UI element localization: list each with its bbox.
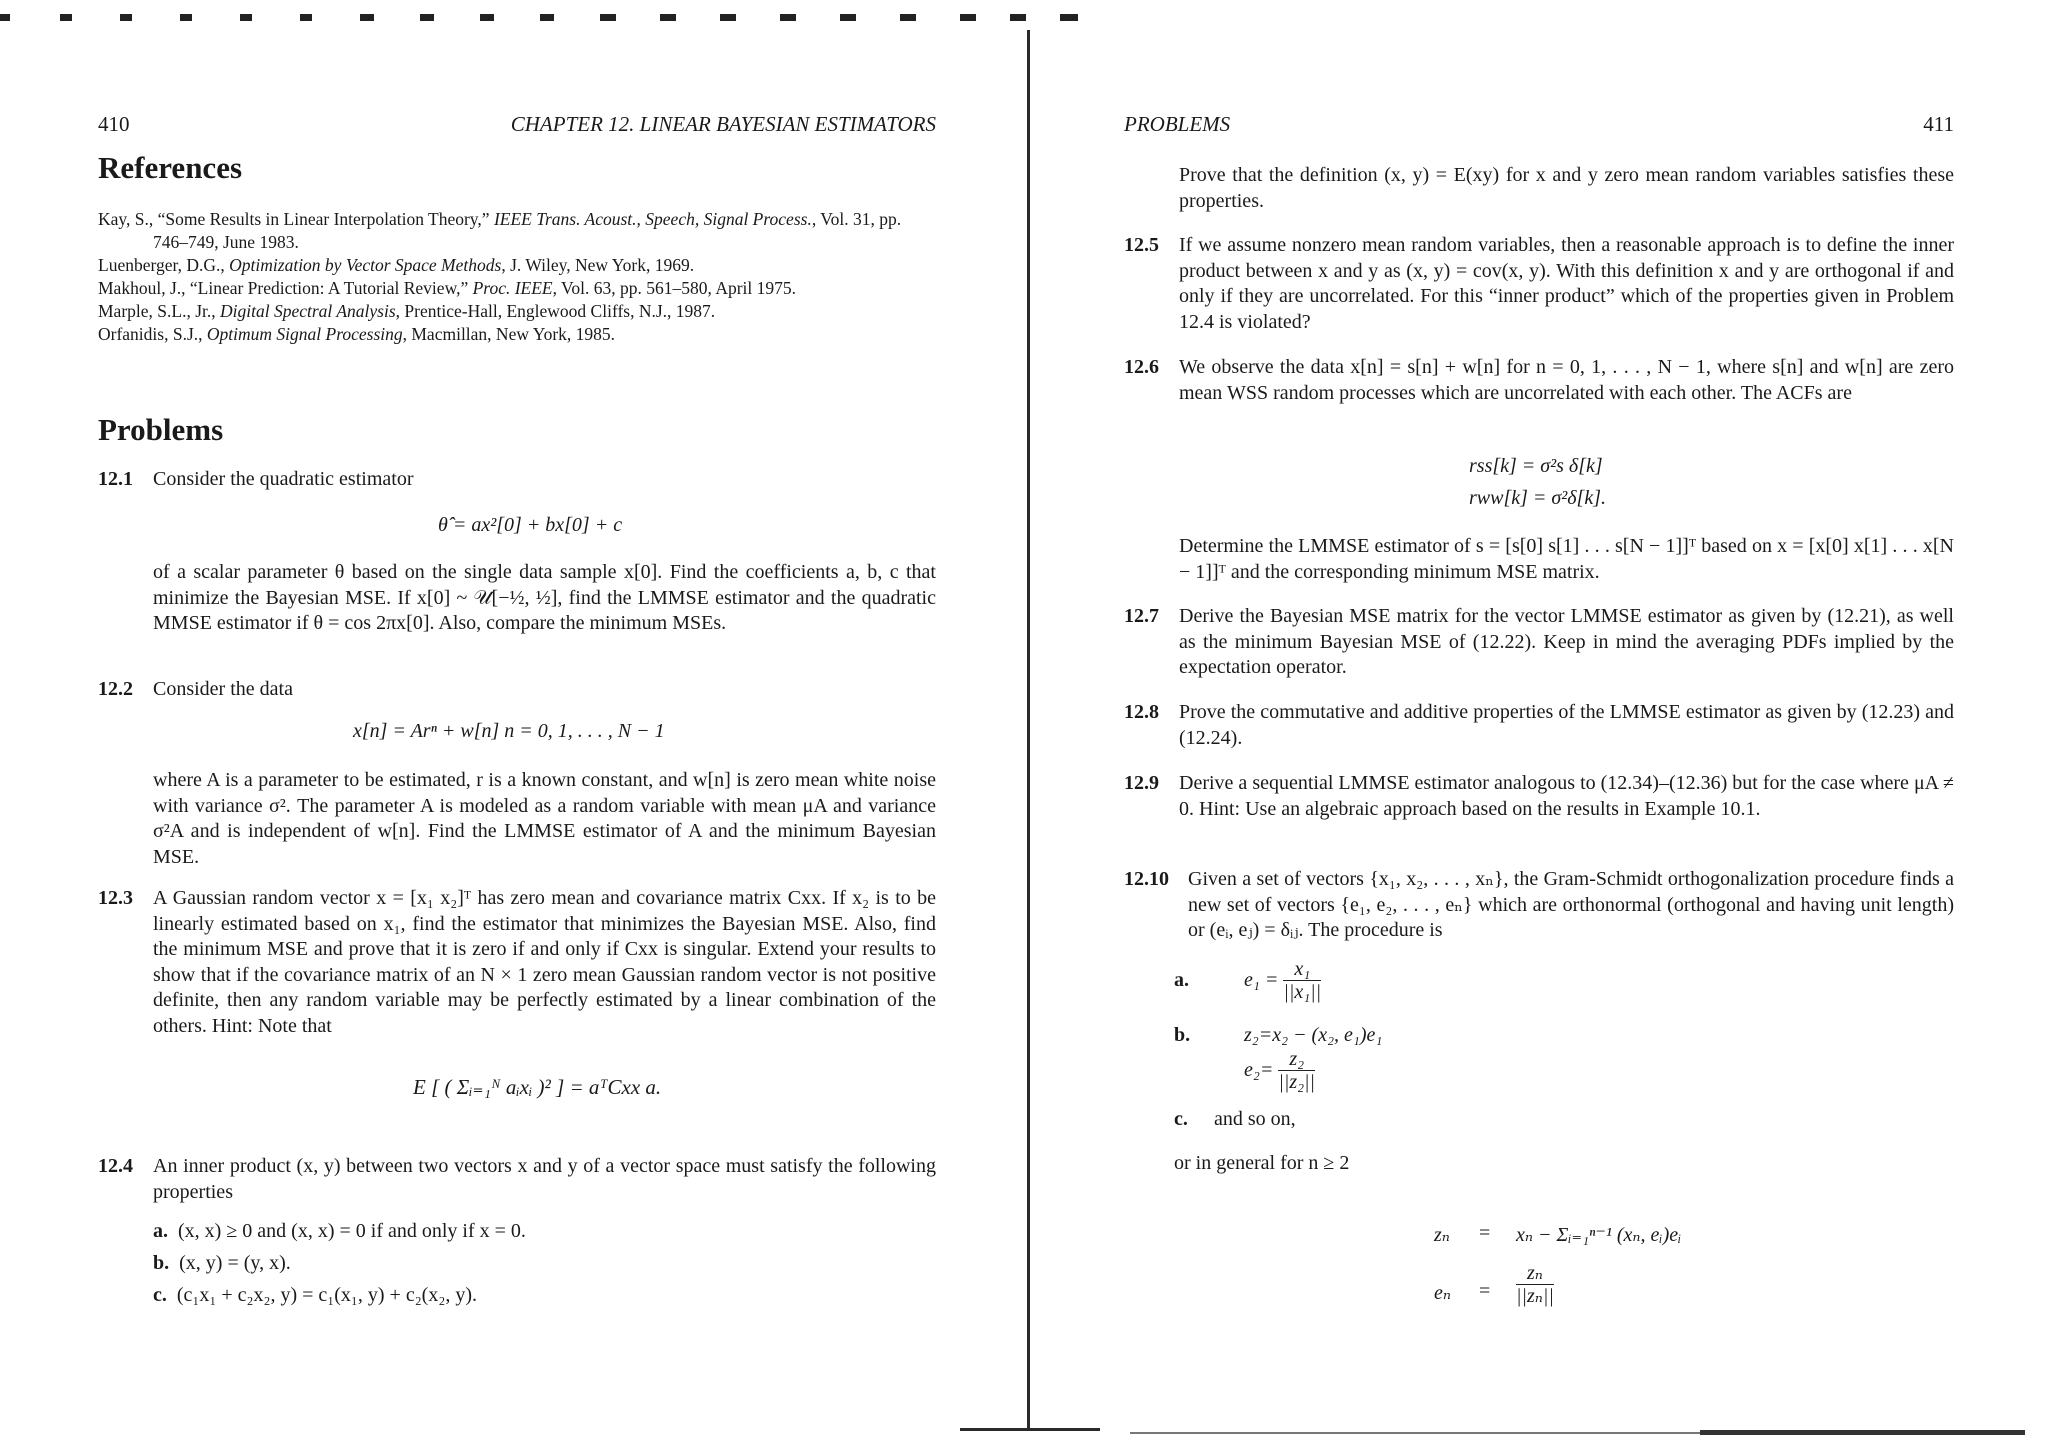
reference-entry	[98, 254, 936, 277]
problem-12-7	[1124, 604, 1954, 681]
general-text: or in general for n ≥ 2	[1174, 1152, 1350, 1174]
problem-text: We observe the data x[n] = s[n] + w[n] for n = 0, 1, . . . , N − 1, where s[n] and w[n] are zero mean WSS random processes which are uncorrelated with each other. The ACFs are	[1179, 356, 1954, 404]
equation: x[n] = Arⁿ + w[n] n = 0, 1, . . . , N − 1	[353, 720, 665, 742]
property-item	[153, 1215, 526, 1247]
acf-equation: rss[k] = σ²s δ[k]	[1469, 455, 1603, 477]
property-item	[153, 1247, 526, 1279]
denominator: ||z₂||	[1278, 1071, 1316, 1093]
equals-sign: =	[1479, 1222, 1491, 1244]
step-label: a.	[1174, 969, 1189, 991]
problem-12-3	[98, 886, 936, 1040]
running-head	[1124, 112, 1954, 140]
problem-12-5	[1124, 233, 1954, 335]
item-text: (x, y) = (y, x).	[179, 1252, 291, 1274]
problem-number: 12.4	[98, 1155, 133, 1177]
left-page	[98, 0, 936, 1446]
reference-entry	[98, 300, 936, 323]
ref-details: , Macmillan, New York, 1985.	[402, 324, 616, 344]
item-label: b.	[153, 1252, 170, 1274]
scan-dash	[1060, 14, 1078, 21]
item-text: (c₁x₁ + c₂x₂, y) = c₁(x₁, y) + c₂(x₂, y).	[176, 1284, 477, 1306]
step-b	[1174, 1024, 1382, 1047]
step-line: z₂=x₂ − (x₂, e₁)e₁	[1244, 1024, 1383, 1046]
numerator: x₁	[1294, 958, 1311, 980]
problem-number: 12.8	[1124, 701, 1159, 723]
problem-text: An inner product (x, y) between two vectors x and y of a vector space must satisfy the following properties	[153, 1155, 936, 1203]
step-lhs: e₁ =	[1244, 969, 1279, 991]
problem-text: Prove the commutative and additive properties of the LMMSE estimator as given by (12.23) and (12.24).	[1179, 701, 1954, 749]
problem-12-1-text	[98, 560, 936, 637]
numerator: zₙ	[1527, 1262, 1543, 1284]
reference-entry	[98, 277, 936, 300]
step-text: and so on,	[1214, 1108, 1296, 1130]
item-label: a.	[153, 1220, 168, 1242]
ref-source: IEEE Trans. Acoust., Speech, Signal Process.	[493, 209, 812, 229]
page-number: 410	[98, 112, 130, 136]
fraction	[1516, 1262, 1554, 1307]
problem-number: 12.10	[1124, 868, 1169, 890]
problem-intro: Consider the quadratic estimator	[153, 468, 414, 490]
denominator: ||zₙ||	[1516, 1285, 1554, 1307]
problem-text: Prove that the definition (x, y) = E(xy) for x and y zero mean random variables satisfies these properties.	[1179, 164, 1954, 212]
scan-dash	[0, 14, 10, 21]
general-eq-lhs: eₙ	[1434, 1282, 1451, 1304]
ref-authors: Kay, S., “Some Results in Linear Interpolation Theory,”	[98, 209, 494, 229]
book-spine-foot	[960, 1428, 1100, 1431]
book-spine	[1027, 30, 1030, 1430]
ref-authors: Marple, S.L., Jr.,	[98, 301, 221, 321]
fraction	[1283, 958, 1321, 1003]
item-label: c.	[153, 1284, 167, 1306]
equation: E [ ( Σᵢ₌₁ᴺ aᵢxᵢ )² ] = aᵀCxx a.	[413, 1075, 662, 1099]
running-head	[98, 112, 936, 140]
general-eq-rhs: xₙ − Σᵢ₌₁ⁿ⁻¹ (xₙ, eᵢ)eᵢ	[1516, 1224, 1682, 1246]
item-text: (x, x) ≥ 0 and (x, x) = 0 if and only if x = 0.	[178, 1220, 526, 1242]
problem-number: 12.2	[98, 678, 133, 700]
problem-12-6	[1124, 355, 1954, 406]
problem-intro: Consider the data	[153, 678, 293, 700]
problem-text: Derive the Bayesian MSE matrix for the vector LMMSE estimator as given by (12.21), as well as the minimum Bayesian MSE of (12.22). Keep in mind the averaging PDFs implied by the expectation operator.	[1179, 605, 1954, 679]
ref-details: , Vol. 31, pp. 746–749, June 1983.	[153, 209, 902, 252]
step-b-fraction	[1244, 1048, 1315, 1093]
scan-dash	[960, 14, 976, 21]
problem-text: where A is a parameter to be estimated, r is a known constant, and w[n] is zero mean white noise with variance σ². The parameter A is modeled as a random variable with mean μA and variance σ²A and is independent of w[n]. Find the LMMSE estimator of A and the minimum Bayesian MSE.	[153, 769, 936, 868]
equation: θ̂ = ax²[0] + bx[0] + c	[438, 514, 623, 536]
problem-number: 12.1	[98, 468, 133, 490]
ref-authors: Orfanidis, S.J.,	[98, 324, 207, 344]
problem-text: Derive a sequential LMMSE estimator analogous to (12.34)–(12.36) but for the case where μA ≠ 0. Hint: Use an algebraic approach based on the results in Example 10.1.	[1179, 772, 1954, 820]
ref-details: , Vol. 63, pp. 561–580, April 1975.	[552, 278, 797, 298]
problem-12-8	[1124, 700, 1954, 751]
general-eq-fraction	[1516, 1262, 1554, 1307]
problem-text: If we assume nonzero mean random variables, then a reasonable approach is to define the inner product between x and y as (x, y) = cov(x, y). With this definition x and y are orthogonal if and only if they are uncorrelated. For this “inner product” which of the properties given in Problem 12.4 is violated?	[1179, 234, 1954, 333]
problem-text: A Gaussian random vector x = [x₁ x₂]ᵀ has zero mean and covariance matrix Cxx. If x₂ is to be linearly estimated based on x₁, find the estimator that minimizes the Bayesian MSE. Also, find the minimum MSE and prove that it is zero if and only if Cxx is singular. Extend your results to show that if the covariance matrix of an N × 1 zero mean Gaussian random vector is not positive definite, then any random variable may be perfectly estimated by a linear combination of the others. Hint: Note that	[153, 887, 936, 1037]
references-list	[98, 208, 936, 346]
problem-number: 12.7	[1124, 605, 1159, 627]
ref-source: Optimum Signal Processing	[206, 324, 403, 344]
right-page	[1124, 0, 1954, 1446]
problem-number: 12.6	[1124, 356, 1159, 378]
ref-details: , J. Wiley, New York, 1969.	[501, 255, 695, 275]
chapter-title: CHAPTER 12. LINEAR BAYESIAN ESTIMATORS	[510, 112, 936, 136]
step-label: b.	[1174, 1024, 1191, 1046]
references-heading: References	[98, 150, 243, 185]
problem-12-10	[1124, 867, 1954, 944]
page-number: 411	[1923, 112, 1954, 136]
problems-heading: Problems	[98, 412, 224, 447]
fraction	[1278, 1048, 1315, 1093]
ref-authors: Makhoul, J., “Linear Prediction: A Tutorial Review,”	[98, 278, 473, 298]
problem-text: Determine the LMMSE estimator of s = [s[0] s[1] . . . s[N − 1]]ᵀ based on x = [x[0] x[1] . . . x[N − 1]]ᵀ and the corresponding minimum MSE matrix.	[1179, 535, 1954, 583]
problem-12-4	[98, 1154, 936, 1205]
section-title: PROBLEMS	[1124, 112, 1231, 136]
ref-details: , Prentice-Hall, Englewood Cliffs, N.J., 1987.	[395, 301, 716, 321]
property-item	[153, 1279, 526, 1311]
equals-sign: =	[1479, 1280, 1491, 1302]
step-a	[1174, 958, 1321, 1003]
reference-entry	[98, 323, 936, 346]
acf-equation: rww[k] = σ²δ[k].	[1469, 487, 1607, 509]
problem-12-9	[1124, 771, 1954, 822]
ref-source: Digital Spectral Analysis	[220, 301, 396, 321]
ref-authors: Luenberger, D.G.,	[98, 255, 230, 275]
scan-dash	[60, 14, 72, 21]
denominator: ||x₁||	[1283, 981, 1322, 1003]
ref-source: Optimization by Vector Space Methods	[229, 255, 502, 275]
step-lhs: e₂=	[1244, 1059, 1274, 1081]
problem-number: 12.5	[1124, 234, 1159, 256]
problem-12-6-text	[1124, 534, 1954, 585]
numerator: z₂	[1289, 1048, 1305, 1070]
general-eq-lhs: zₙ	[1434, 1224, 1450, 1246]
problem-text: Given a set of vectors {x₁, x₂, . . . , xₙ}, the Gram-Schmidt orthogonalization procedure finds a new set of vectors {e₁, e₂, . . . , eₙ} which are orthonormal (orthogonal and having unit length) or (eᵢ, eⱼ) = δᵢⱼ. The procedure is	[1188, 868, 1954, 942]
problem-12-4-continued	[1124, 163, 1954, 214]
problem-12-2-text	[98, 768, 936, 870]
step-c	[1174, 1108, 1296, 1131]
scan-dash	[1010, 14, 1026, 21]
problem-12-1	[98, 467, 936, 493]
problem-number: 12.9	[1124, 772, 1159, 794]
problem-text: of a scalar parameter θ based on the single data sample x[0]. Find the coefficients a, b, c that minimize the Bayesian MSE. If x[0] ~ 𝒰[−½, ½], find the LMMSE estimator and the quadratic MMSE estimator if θ = cos 2πx[0]. Also, compare the minimum MSEs.	[153, 561, 936, 635]
property-list	[153, 1215, 526, 1311]
problem-12-2	[98, 677, 936, 703]
step-label: c.	[1174, 1108, 1188, 1130]
ref-source: Proc. IEEE	[472, 278, 553, 298]
problem-number: 12.3	[98, 887, 133, 909]
reference-entry	[98, 208, 936, 254]
